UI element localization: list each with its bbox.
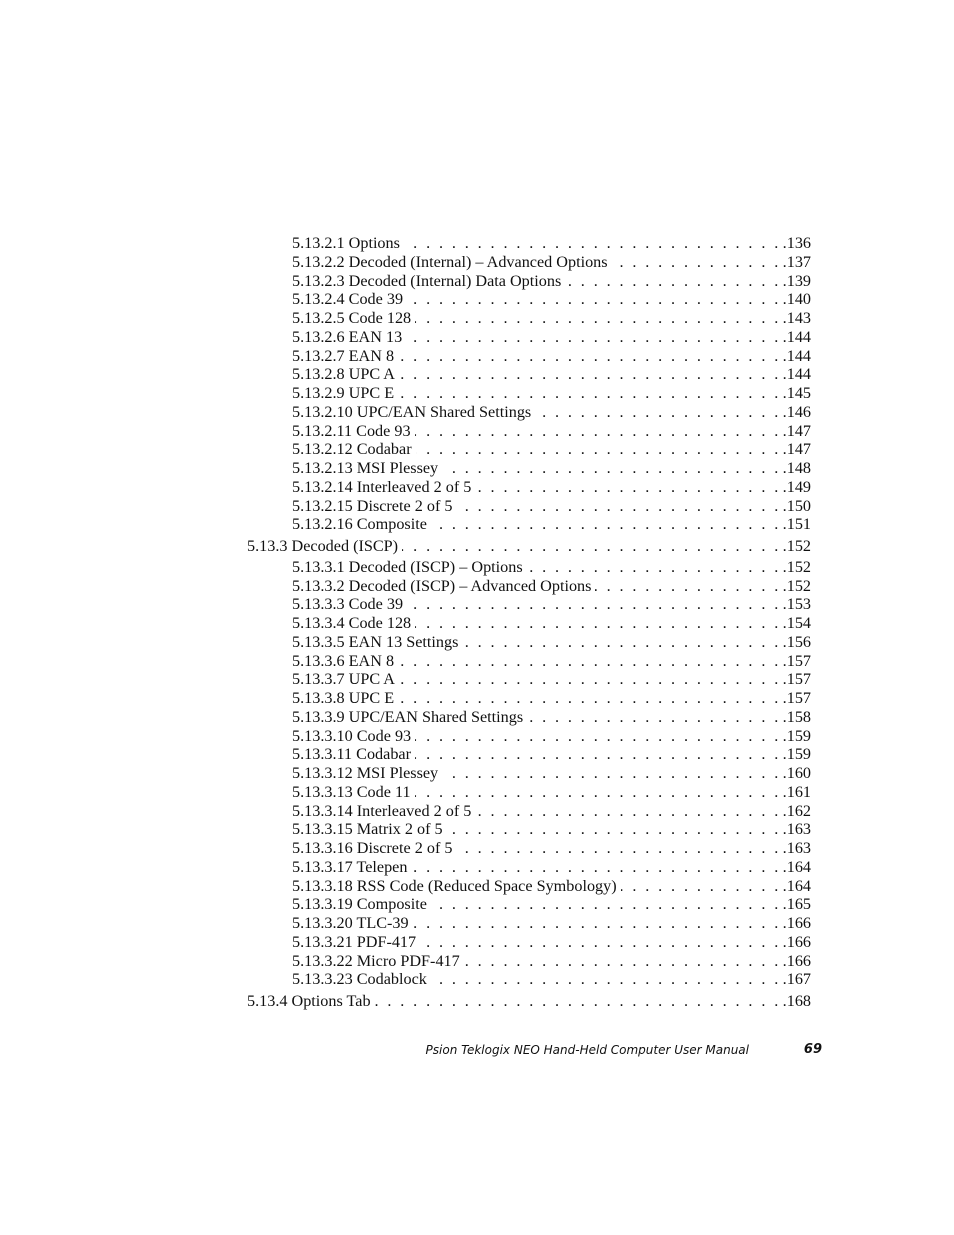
- toc-entry-title: 5.13.3.6 EAN 8: [292, 651, 395, 670]
- toc-entry[interactable]: [292, 932, 811, 952]
- toc-entry[interactable]: [292, 458, 811, 478]
- toc-entry[interactable]: [292, 402, 811, 422]
- dot-leader: [457, 496, 781, 516]
- dot-leader: [413, 913, 781, 933]
- toc-entry[interactable]: [292, 421, 811, 441]
- toc-entry-page: .144: [782, 346, 811, 365]
- dot-leader: [415, 782, 781, 802]
- dot-leader: [612, 252, 781, 272]
- dot-leader: [527, 557, 781, 577]
- toc-entry-title: 5.13.2.7 EAN 8: [292, 346, 395, 365]
- dot-leader: [398, 651, 781, 671]
- dot-leader: [407, 594, 781, 614]
- dot-leader: [415, 308, 781, 328]
- toc-entry-page: .139: [782, 271, 811, 290]
- toc-entry-title: 5.13.2.15 Discrete 2 of 5: [292, 496, 453, 515]
- dot-leader: [415, 421, 781, 441]
- dot-leader: [406, 327, 781, 347]
- toc-entry-title: 5.13.3.4 Code 128: [292, 614, 412, 632]
- dot-leader: [464, 951, 781, 971]
- toc-entry-title: 5.13.3.23 Codablock: [292, 970, 427, 989]
- dot-leader: [375, 991, 781, 1011]
- dot-leader: [475, 801, 780, 821]
- toc-entry-title: 5.13.2.10 UPC/EAN Shared Settings: [292, 402, 532, 421]
- page-footer: [0, 1040, 954, 1060]
- toc-entry-title: 5.13.3.8 UPC E: [292, 689, 395, 707]
- dot-leader: [447, 819, 781, 839]
- dot-leader: [431, 894, 781, 914]
- toc-entry[interactable]: [292, 876, 811, 896]
- toc-entry[interactable]: [292, 763, 811, 783]
- toc-entry[interactable]: [292, 819, 811, 839]
- toc-entry-title: 5.13.4 Options Tab: [247, 991, 371, 1010]
- toc-entry-title: 5.13.2.12 Codabar: [292, 440, 412, 459]
- toc-entry-title: 5.13.3.18 RSS Code (Reduced Space Symbology): [292, 876, 617, 895]
- toc-entry-page: .149: [782, 477, 811, 496]
- toc-entry-title: 5.13.2.2 Decoded (Internal) – Advanced Options: [292, 252, 608, 271]
- dot-leader: [415, 744, 781, 764]
- toc-entry-title: 5.13.2.11 Code 93: [292, 421, 411, 440]
- toc-entry-title: 5.13.3.21 PDF-417: [292, 932, 417, 951]
- toc-entry-page: .157: [782, 689, 811, 707]
- toc-entry-title: 5.13.3.20 TLC-39: [292, 914, 409, 932]
- toc-entry-title: 5.13.2.3 Decoded (Internal) Data Options: [292, 271, 562, 290]
- toc-entry-page: .168: [782, 991, 811, 1010]
- toc-entry[interactable]: [292, 969, 811, 989]
- toc-entry-title: 5.13.3 Decoded (ISCP): [247, 536, 399, 555]
- toc-entry[interactable]: [247, 991, 811, 1011]
- toc-entry-page: .161: [782, 782, 811, 801]
- toc-entry-title: 5.13.2.8 UPC A: [292, 365, 395, 384]
- dot-leader: [415, 726, 781, 746]
- dot-leader: [431, 514, 781, 534]
- toc-entry[interactable]: [292, 233, 811, 253]
- toc-entry-title: 5.13.3.16 Discrete 2 of 5: [292, 839, 453, 857]
- toc-entry[interactable]: [292, 894, 811, 914]
- toc-entry[interactable]: [292, 271, 811, 291]
- toc-entry-title: 5.13.2.9 UPC E: [292, 384, 395, 402]
- toc-entry-page: .158: [782, 707, 811, 726]
- toc-entry-page: .145: [782, 384, 811, 402]
- dot-leader: [535, 402, 780, 422]
- dot-leader: [407, 289, 781, 309]
- toc-entry-page: .166: [782, 932, 811, 951]
- toc-entry-title: 5.13.2.5 Code 128: [292, 309, 412, 327]
- toc-entry-page: .164: [782, 876, 811, 895]
- dot-leader: [621, 876, 781, 896]
- dot-leader: [398, 346, 781, 366]
- dot-leader: [442, 763, 781, 783]
- toc-entry-page: .152: [782, 576, 811, 595]
- toc-entry-title: 5.13.3.10 Code 93: [292, 726, 412, 745]
- dot-leader: [399, 669, 781, 689]
- toc-entry[interactable]: [292, 632, 811, 652]
- dot-leader: [457, 838, 781, 858]
- toc-entry-page: .147: [782, 421, 811, 440]
- toc-entry-page: .157: [782, 670, 811, 689]
- toc-entry-title: 5.13.3.9 UPC/EAN Shared Settings: [292, 707, 524, 726]
- toc-entry-title: 5.13.3.22 Micro PDF-417: [292, 951, 460, 970]
- toc-entry[interactable]: [292, 364, 811, 384]
- toc-entry-title: 5.13.2.6 EAN 13: [292, 327, 403, 346]
- dot-leader: [595, 576, 780, 596]
- toc-entry-page: .147: [782, 440, 811, 459]
- toc-entry-page: .137: [782, 252, 811, 271]
- dot-leader: [399, 364, 781, 384]
- toc-entry-page: .166: [782, 914, 811, 932]
- toc-entry-page: .144: [782, 327, 811, 346]
- toc-entry-page: .143: [782, 309, 811, 327]
- toc-entry-page: .160: [782, 764, 811, 782]
- toc-entry-page: .157: [782, 651, 811, 670]
- toc-entry-page: .162: [782, 801, 811, 820]
- toc-entry-page: .136: [782, 234, 811, 252]
- toc-entry[interactable]: [292, 252, 811, 272]
- dot-leader: [565, 271, 780, 291]
- dot-leader: [475, 477, 780, 497]
- toc-entry-title: 5.13.3.3 Code 39: [292, 595, 404, 614]
- toc-entry-page: .153: [782, 595, 811, 614]
- toc-entry-page: .166: [782, 951, 811, 970]
- toc-entry-page: .151: [782, 515, 811, 534]
- toc-entry-page: .144: [782, 365, 811, 384]
- toc-entry-page: .165: [782, 895, 811, 914]
- toc-entry[interactable]: [292, 613, 811, 633]
- dot-leader: [398, 383, 781, 403]
- toc-entry-title: 5.13.3.17 Telepen: [292, 857, 408, 876]
- dot-leader: [462, 632, 780, 652]
- toc-entry[interactable]: [292, 951, 811, 971]
- dot-leader: [431, 969, 781, 989]
- toc-entry[interactable]: [292, 327, 811, 347]
- dot-leader: [415, 613, 781, 633]
- dot-leader: [420, 932, 781, 952]
- toc-entry-page: .152: [782, 557, 811, 576]
- toc-entry[interactable]: [292, 496, 811, 516]
- toc-entry-title: 5.13.3.12 MSI Plessey: [292, 764, 439, 782]
- toc-entry-title: 5.13.3.2 Decoded (ISCP) – Advanced Options: [292, 576, 592, 595]
- toc-entry[interactable]: [292, 514, 811, 534]
- toc-entry[interactable]: [292, 726, 811, 746]
- footer-manual-title: Psion Teklogix NEO Hand-Held Computer User Manual: [425, 1043, 749, 1057]
- toc-entry-title: 5.13.2.4 Code 39: [292, 290, 404, 309]
- toc-entry[interactable]: [292, 289, 811, 309]
- toc-entry-title: 5.13.3.14 Interleaved 2 of 5: [292, 801, 472, 820]
- toc-entry[interactable]: [292, 857, 811, 877]
- toc-entry[interactable]: [292, 744, 811, 764]
- dot-leader: [527, 707, 781, 727]
- toc-entry-page: .146: [782, 402, 811, 421]
- toc-entry[interactable]: [292, 688, 811, 708]
- toc-entry[interactable]: [292, 477, 811, 497]
- toc-entry-title: 5.13.2.16 Composite: [292, 515, 427, 534]
- toc-entry-page: .154: [782, 614, 811, 632]
- toc-entry-title: 5.13.2.1 Options: [292, 234, 400, 252]
- toc-entry-page: .163: [782, 839, 811, 857]
- toc-entry-page: .148: [782, 459, 811, 477]
- toc-entry[interactable]: [292, 669, 811, 689]
- toc-entry-title: 5.13.2.13 MSI Plessey: [292, 459, 439, 477]
- toc-entry-page: .152: [782, 536, 811, 555]
- toc-entry[interactable]: [292, 576, 811, 596]
- toc-entry-title: 5.13.2.14 Interleaved 2 of 5: [292, 477, 472, 496]
- toc-entry-page: .164: [782, 857, 811, 876]
- footer-page-number: 69: [803, 1042, 822, 1057]
- toc-entry[interactable]: [292, 651, 811, 671]
- toc-entry[interactable]: [292, 782, 811, 802]
- dot-leader: [416, 439, 781, 459]
- toc-entry[interactable]: [292, 707, 811, 727]
- dot-leader: [402, 536, 781, 556]
- toc-entry-page: .150: [782, 496, 811, 515]
- toc-entry-page: .167: [782, 970, 811, 989]
- toc-entry[interactable]: [292, 557, 811, 577]
- toc-entry-title: 5.13.3.1 Decoded (ISCP) – Options: [292, 557, 523, 576]
- toc-entry-page: .159: [782, 745, 811, 764]
- toc-entry[interactable]: [292, 594, 811, 614]
- toc-entry-title: 5.13.3.5 EAN 13 Settings: [292, 632, 459, 651]
- dot-leader: [398, 688, 781, 708]
- toc-entry-title: 5.13.3.19 Composite: [292, 895, 427, 914]
- toc-entry-title: 5.13.3.11 Codabar: [292, 745, 411, 764]
- toc-entry[interactable]: [292, 383, 811, 403]
- dot-leader: [404, 233, 781, 253]
- toc-entry[interactable]: [292, 913, 811, 933]
- toc-entry[interactable]: [292, 838, 811, 858]
- toc-entry-page: .156: [782, 632, 811, 651]
- toc-entry-title: 5.13.3.15 Matrix 2 of 5: [292, 820, 443, 839]
- toc-entry-page: .163: [782, 820, 811, 839]
- toc-entry[interactable]: [292, 346, 811, 366]
- toc-entry-title: 5.13.3.13 Code 11: [292, 782, 411, 801]
- toc-entry[interactable]: [292, 801, 811, 821]
- dot-leader: [442, 458, 781, 478]
- toc-entry[interactable]: [247, 536, 811, 556]
- dot-leader: [411, 857, 780, 877]
- toc-entry[interactable]: [292, 439, 811, 459]
- toc-entry-page: .140: [782, 290, 811, 309]
- toc-entry[interactable]: [292, 308, 811, 328]
- toc-entry-page: .159: [782, 726, 811, 745]
- toc-entry-title: 5.13.3.7 UPC A: [292, 670, 395, 689]
